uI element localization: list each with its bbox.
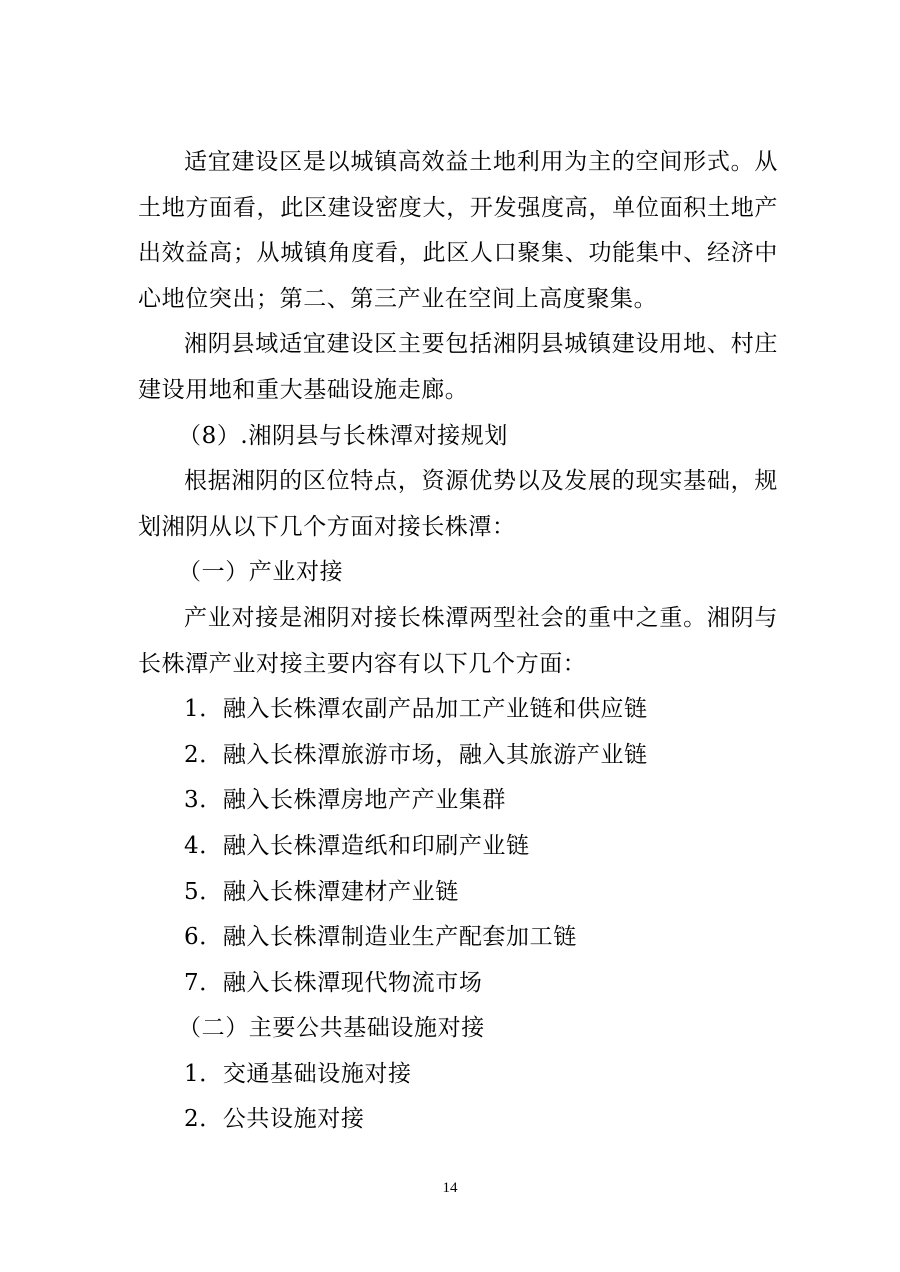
- subsection-heading-industry: （一）产业对接: [178, 559, 344, 586]
- page-number: 14: [442, 1180, 458, 1196]
- infrastructure-list: [138, 1052, 778, 1143]
- list-item: 4．融入长株潭造纸和印刷产业链: [184, 832, 530, 859]
- list-item: 3．融入长株潭房地产产业集群: [184, 787, 507, 814]
- subsection-heading-infrastructure: （二）主要公共基础设施对接: [178, 1015, 485, 1042]
- list-item: 7．融入长株潭现代物流市场: [184, 969, 483, 996]
- paragraph-industry-docking: 产业对接是湘阴对接长株潭两型社会的重中之重。湘阴与长株潭产业对接主要内容有以下几个方面：: [138, 604, 778, 677]
- paragraph-xiangyin-construction-zone: 湘阴县域适宜建设区主要包括湘阴县城镇建设用地、村庄建设用地和重大基础设施走廊。: [138, 331, 778, 403]
- list-item: 6．融入长株潭制造业生产配套加工链: [184, 924, 577, 951]
- list-item: 2．融入长株潭旅游市场，融入其旅游产业链: [184, 741, 648, 768]
- list-item: 5．融入长株潭建材产业链: [184, 878, 459, 905]
- document-body: [138, 140, 778, 1143]
- list-item: 1．交通基础设施对接: [184, 1060, 412, 1087]
- paragraph-docking-basis: 根据湘阴的区位特点，资源优势以及发展的现实基础，规划湘阴从以下几个方面对接长株潭：: [138, 468, 778, 540]
- list-item: 1．融入长株潭农副产品加工产业链和供应链: [184, 696, 648, 723]
- paragraph-suitable-construction-zone: 适宜建设区是以城镇高效益土地利用为主的空间形式。从土地方面看，此区建设密度大，开发强度高，单位面积土地产出效益高；从城镇角度看，此区人口聚集、功能集中、经济中心地位突出；第二、第三产业在空间上高度聚集。: [138, 149, 778, 312]
- section-heading-8: （8）.湘阴县与长株潭对接规划: [178, 422, 508, 449]
- industry-list: [138, 687, 778, 1006]
- list-item: 2．公共设施对接: [184, 1106, 365, 1133]
